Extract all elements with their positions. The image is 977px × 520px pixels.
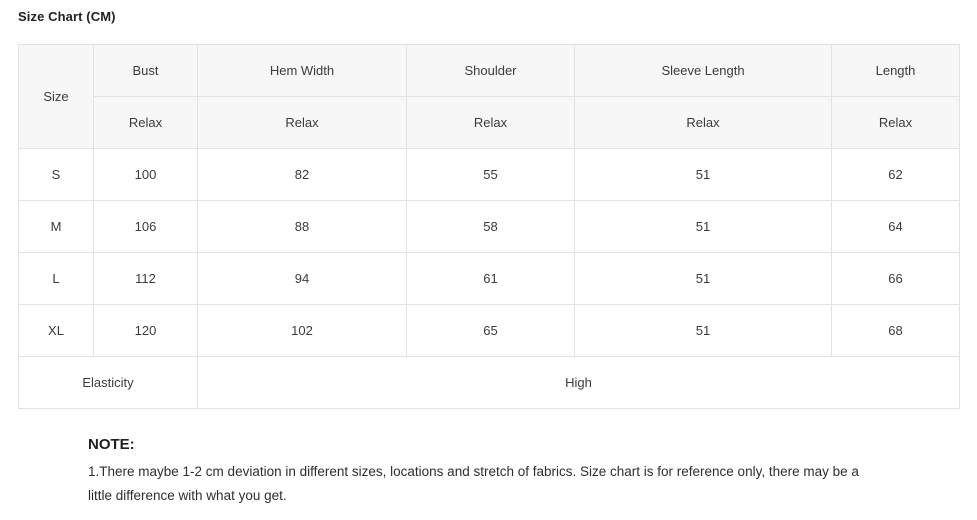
table-subheader-row bbox=[19, 97, 960, 149]
cell-length: 68 bbox=[832, 305, 960, 357]
table-row bbox=[19, 253, 960, 305]
cell-size: XL bbox=[19, 305, 94, 357]
subheader-cell-hem-width: Relax bbox=[198, 97, 407, 149]
size-chart-table bbox=[18, 44, 960, 409]
cell-bust: 112 bbox=[94, 253, 198, 305]
header-cell-size: Size bbox=[19, 45, 94, 149]
table-row bbox=[19, 305, 960, 357]
subheader-cell-sleeve-length: Relax bbox=[575, 97, 832, 149]
table-row bbox=[19, 149, 960, 201]
cell-length: 66 bbox=[832, 253, 960, 305]
note-block bbox=[88, 434, 908, 508]
cell-length: 62 bbox=[832, 149, 960, 201]
cell-sleeve-length: 51 bbox=[575, 149, 832, 201]
cell-bust: 120 bbox=[94, 305, 198, 357]
note-text: 1.There maybe 1-2 cm deviation in different sizes, locations and stretch of fabrics. Size chart is for reference only, there may be a little difference with what you get. bbox=[88, 464, 859, 503]
cell-elasticity-label: Elasticity bbox=[19, 357, 198, 409]
cell-shoulder: 55 bbox=[407, 149, 575, 201]
cell-shoulder: 61 bbox=[407, 253, 575, 305]
note-title: NOTE: bbox=[88, 436, 135, 453]
cell-elasticity-value: High bbox=[198, 357, 960, 409]
table-row bbox=[19, 201, 960, 253]
cell-hem-width: 82 bbox=[198, 149, 407, 201]
cell-hem-width: 88 bbox=[198, 201, 407, 253]
cell-bust: 106 bbox=[94, 201, 198, 253]
cell-bust: 100 bbox=[94, 149, 198, 201]
subheader-cell-shoulder: Relax bbox=[407, 97, 575, 149]
subheader-cell-length: Relax bbox=[832, 97, 960, 149]
cell-shoulder: 65 bbox=[407, 305, 575, 357]
header-cell-bust: Bust bbox=[94, 45, 198, 97]
header-cell-length: Length bbox=[832, 45, 960, 97]
table-header-row bbox=[19, 45, 960, 97]
cell-sleeve-length: 51 bbox=[575, 201, 832, 253]
cell-size: L bbox=[19, 253, 94, 305]
cell-shoulder: 58 bbox=[407, 201, 575, 253]
header-cell-shoulder: Shoulder bbox=[407, 45, 575, 97]
header-cell-hem-width: Hem Width bbox=[198, 45, 407, 97]
cell-sleeve-length: 51 bbox=[575, 305, 832, 357]
cell-size: S bbox=[19, 149, 94, 201]
cell-hem-width: 94 bbox=[198, 253, 407, 305]
cell-hem-width: 102 bbox=[198, 305, 407, 357]
cell-length: 64 bbox=[832, 201, 960, 253]
header-cell-sleeve-length: Sleeve Length bbox=[575, 45, 832, 97]
cell-sleeve-length: 51 bbox=[575, 253, 832, 305]
page-title: Size Chart (CM) bbox=[18, 9, 116, 24]
cell-size: M bbox=[19, 201, 94, 253]
size-chart-table-wrapper bbox=[18, 44, 959, 409]
table-footer-row bbox=[19, 357, 960, 409]
subheader-cell-bust: Relax bbox=[94, 97, 198, 149]
